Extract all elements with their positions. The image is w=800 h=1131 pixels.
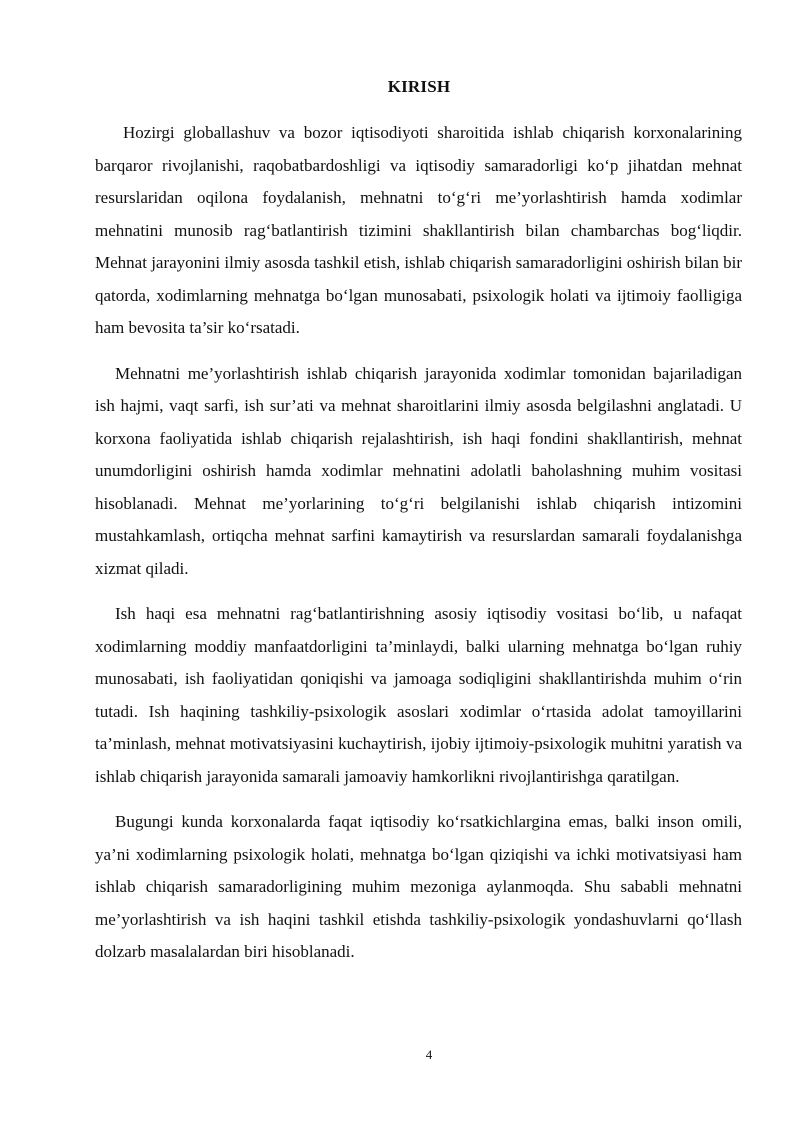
page-number: 4	[425, 1047, 433, 1062]
section-title: KIRISH	[387, 77, 451, 96]
body-text	[95, 117, 742, 982]
paragraph-1: Hozirgi globallashuv va bozor iqtisodiyoti sharoitida ishlab chiqarish korxonalarining barqaror rivojlanishi, raqobatbardoshligi va iqtisodiy samaradorligi ko‘p jihatdan mehnat resurslaridan oqilona foydalanish, mehnatni to‘g‘ri me’yorlashtirish hamda xodimlar mehnatini munosib rag‘batlantirish tizimini shakllantirish bilan chambarchas bog‘liqdir. Mehnat jarayonini ilmiy asosda tashkil etish, ishlab chiqarish samaradorligini oshirish bilan bir qatorda, xodimlarning mehnatga bo‘lgan munosabati, psixologik holati va ijtimoiy faolligiga ham bevosita ta’sir ko‘rsatadi.	[95, 123, 742, 337]
paragraph-2: Mehnatni me’yorlashtirish ishlab chiqarish jarayonida xodimlar tomonidan bajariladigan ish hajmi, vaqt sarfi, ish sur’ati va mehnat sharoitlarini ilmiy asosda belgilashni anglatadi. U korxona faoliyatida ishlab chiqarish rejalashtirish, ish haqi fondini shakllantirish, mehnat unumdorligini oshirish hamda xodimlar mehnatini adolatli baholashning muhim vositasi hisoblanadi. Mehnat me’yorlarining to‘g‘ri belgilanishi ishlab chiqarish intizomini mustahkamlash, ortiqcha mehnat sarfini kamaytirish va resurslardan samarali foydalanishga xizmat qiladi.	[95, 363, 742, 578]
paragraph-4: Bugungi kunda korxonalarda faqat iqtisodiy ko‘rsatkichlargina emas, balki inson omili, ya’ni xodimlarning psixologik holati, mehnatga bo‘lgan qiziqishi va ichki motivatsiyasi ham ishlab chiqarish samaradorligining muhim mezoniga aylanmoqda. Shu sababli mehnatni me’yorlashtirish va ish haqini tashkil etishda tashkiliy-psixologik yondashuvlarni qo‘llash dolzarb masalalardan biri hisoblanadi.	[95, 812, 742, 961]
paragraph-3: Ish haqi esa mehnatni rag‘batlantirishning asosiy iqtisodiy vositasi bo‘lib, u nafaqat xodimlarning moddiy manfaatdorligini ta’minlaydi, balki ularning mehnatga bo‘lgan ruhiy munosabati, ish faoliyatidan qoniqishi va jamoaga sodiqligini shakllantirishda muhim o‘rin tutadi. Ish haqining tashkiliy-psixologik asoslari xodimlar o‘rtasida adolat tamoyillarini ta’minlash, mehnat motivatsiyasini kuchaytirish, ijobiy ijtimoiy-psixologik muhitni yaratish va ishlab chiqarish jarayonida samarali jamoaviy hamkorlikni rivojlantirishga qaratilgan.	[95, 604, 742, 786]
